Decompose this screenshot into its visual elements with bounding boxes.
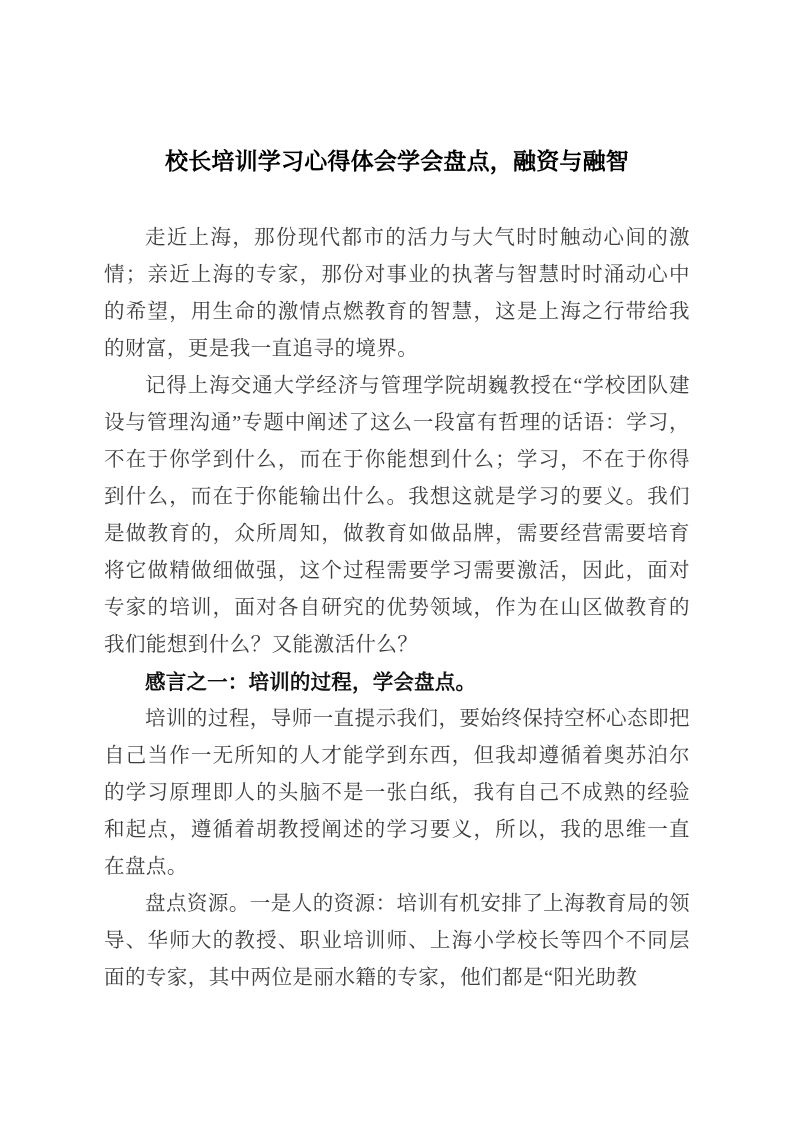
paragraph-4: 培训的过程，导师一直提示我们，要始终保持空杯心态即把自己当作一无所知的人才能学到东西，但我却遵循着奥苏泊尔的学习原理即人的头脑不是一张白纸，我有自己不成熟的经验和起点，遵循着胡教授阐述的学习要义，所以，我的思维一直在盘点。 bbox=[104, 708, 690, 878]
document-text-block bbox=[104, 0, 690, 997]
paragraph-2: 记得上海交通大学经济与管理学院胡巍教授在“学校团队建设与管理沟通”专题中阐述了这么一段富有哲理的话语：学习，不在于你学到什么，而在于你能想到什么；学习，不在于你得到什么，而在于你能输出什么。我想这就是学习的要义。我们是做教育的，众所周知，做教育如做品牌，需要经营需要培育将它做精做细做强，这个过程需要学习需要激活，因此，面对专家的培训，面对各自研究的优势领域，作为在山区做教育的我们能想到什么？又能激活什么？ bbox=[104, 375, 690, 656]
paragraph-5: 盘点资源。一是人的资源：培训有机安排了上海教育局的领导、华师大的教授、职业培训师、上海小学校长等四个不同层面的专家，其中两位是丽水籍的专家，他们都是“阳光助教 bbox=[104, 893, 690, 989]
page-title: 校长培训学习心得体会学会盘点，融资与融智 bbox=[165, 148, 629, 174]
paragraph-1: 走近上海，那份现代都市的活力与大气时时触动心间的激情；亲近上海的专家，那份对事业的执著与智慧时时涌动心中的希望，用生命的激情点燃教育的智慧，这是上海之行带给我的财富，更是我一直追寻的境界。 bbox=[104, 227, 690, 360]
section-subheading-1: 感言之一：培训的过程，学会盘点。 bbox=[145, 671, 477, 694]
